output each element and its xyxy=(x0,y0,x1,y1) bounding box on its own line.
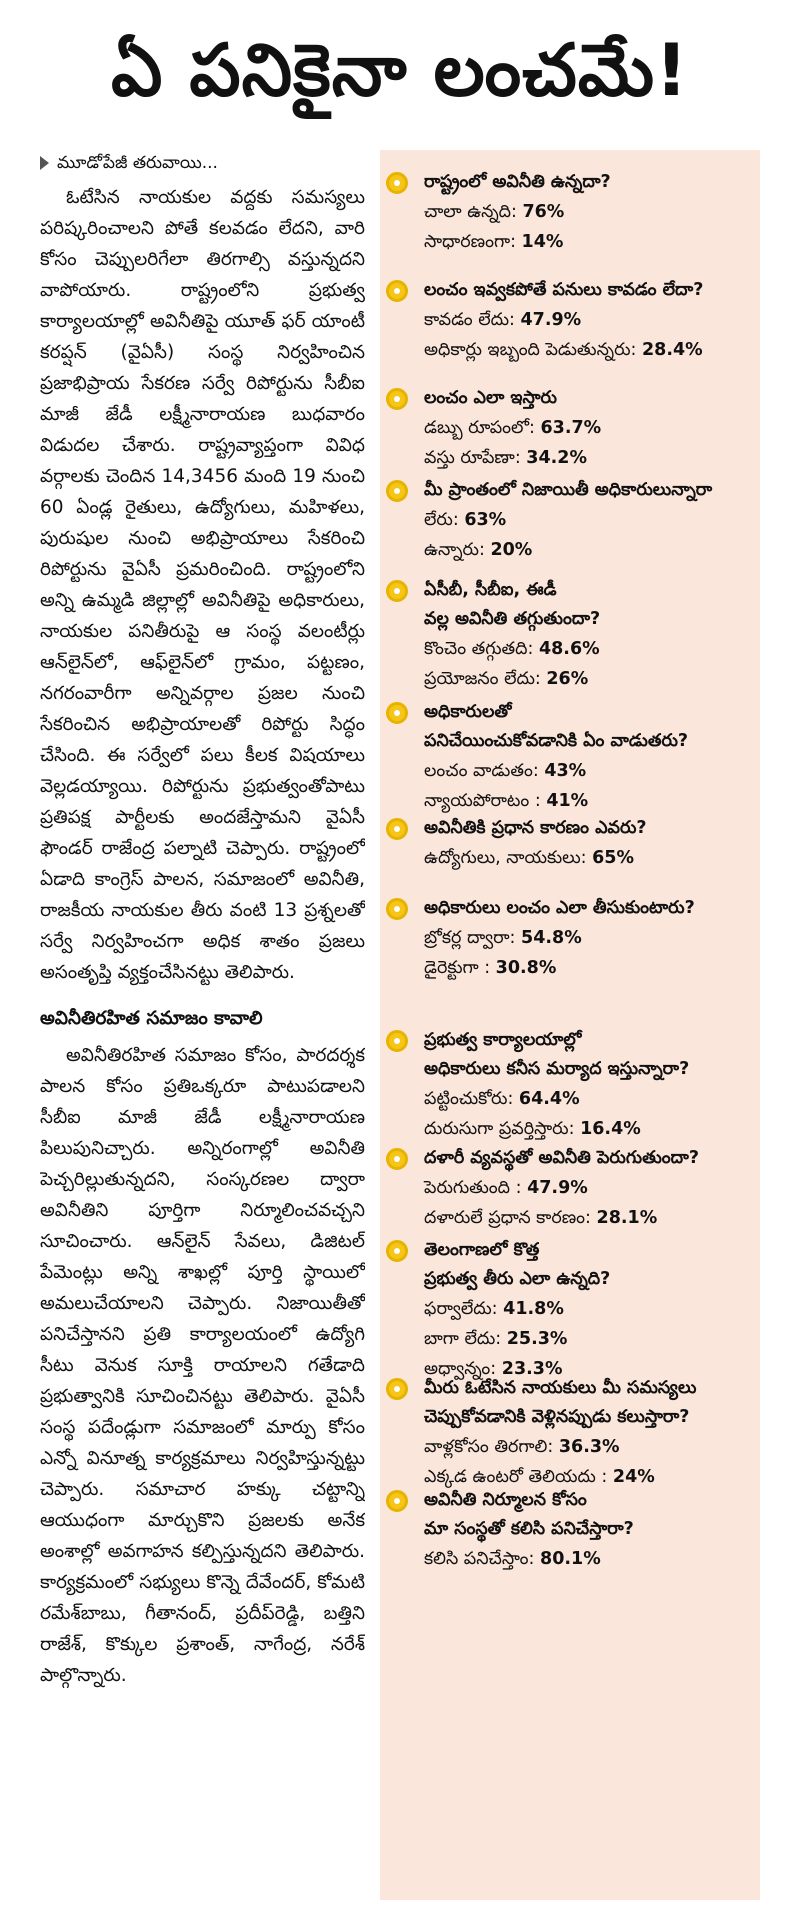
survey-answer xyxy=(424,923,746,953)
answer-percent: 47.9% xyxy=(527,1178,588,1198)
bullet-icon xyxy=(386,702,408,724)
survey-question: వల్ల అవినీతి తగ్గుతుందా? xyxy=(424,609,601,629)
answer-percent: 25.3% xyxy=(506,1329,568,1349)
answer-percent: 28.1% xyxy=(596,1208,658,1228)
survey-answer xyxy=(424,1114,746,1144)
answer-percent: 16.4% xyxy=(580,1119,641,1139)
answer-label: ఎక్కడ ఉంటరో తెలియదు : xyxy=(424,1467,613,1487)
bullet-icon xyxy=(386,388,408,410)
survey-answer xyxy=(424,305,746,335)
survey-panel xyxy=(380,150,760,1900)
survey-question: అధికారులు కనీస మర్యాద ఇస్తున్నారా? xyxy=(424,1059,690,1079)
answer-label: ప్రయోజనం లేదు: xyxy=(424,669,547,689)
survey-answer xyxy=(424,535,746,565)
answer-percent: 47.9% xyxy=(520,310,582,330)
answer-label: కొంచెం తగ్గుతది: xyxy=(424,639,539,659)
answer-label: పెరుగుతుంది : xyxy=(424,1178,528,1198)
survey-question: లంచం ఇవ్వకపోతే పనులు కావడం లేదా? xyxy=(424,280,704,300)
answer-percent: 23.3% xyxy=(501,1359,563,1379)
survey-item xyxy=(386,476,760,565)
answer-percent: 30.8% xyxy=(495,958,557,978)
survey-answer xyxy=(424,413,746,443)
answer-label: సాధారణంగా: xyxy=(424,232,522,252)
continued-label: మూడోపేజీ తరువాయి... xyxy=(57,153,218,173)
article-subheading: అవినీతిరహిత సమాజం కావాలి xyxy=(40,1008,263,1029)
bullet-icon xyxy=(386,172,408,194)
bullet-icon xyxy=(386,1148,408,1170)
survey-question: తెలంగాణలో కొత్త xyxy=(424,1240,540,1260)
survey-item xyxy=(386,894,760,983)
survey-answer xyxy=(424,505,746,535)
answer-label: అధ్వాన్నం: xyxy=(424,1359,502,1379)
answer-label: వాళ్లకోసం తిరగాలి: xyxy=(424,1437,559,1457)
bullet-icon xyxy=(386,1378,408,1400)
survey-answer xyxy=(424,1173,746,1203)
answer-percent: 20% xyxy=(490,540,533,560)
bullet-icon xyxy=(386,580,408,602)
bullet-icon xyxy=(386,1030,408,1052)
answer-percent: 65% xyxy=(592,848,634,868)
answer-label: అధికార్లు ఇబ్బంది పెడుతున్నరు: xyxy=(424,340,642,360)
survey-answer xyxy=(424,843,746,873)
survey-item xyxy=(386,1486,760,1574)
survey-question: ప్రభుత్వ తీరు ఎలా ఉన్నది? xyxy=(424,1269,611,1289)
survey-item xyxy=(386,384,760,473)
bullet-icon xyxy=(386,1240,408,1262)
answer-percent: 43% xyxy=(544,761,587,781)
survey-answer xyxy=(424,1203,746,1233)
article-column xyxy=(40,150,365,1900)
survey-item xyxy=(386,1236,760,1384)
survey-item xyxy=(386,698,760,816)
answer-percent: 76% xyxy=(522,202,565,222)
answer-percent: 63% xyxy=(464,510,507,530)
answer-label: న్యాయపోరాటం : xyxy=(424,791,547,811)
survey-question: అవినీతికి ప్రధాన కారణం ఎవరు? xyxy=(424,818,647,838)
survey-answer xyxy=(424,335,746,365)
survey-question: లంచం ఎలా ఇస్తారు xyxy=(424,388,557,408)
chevron-right-icon xyxy=(40,156,49,170)
survey-item xyxy=(386,168,760,257)
answer-percent: 24% xyxy=(612,1467,655,1487)
continued-from-page xyxy=(40,150,365,176)
survey-answer xyxy=(424,197,746,227)
answer-label: లేరు: xyxy=(424,510,465,530)
bullet-icon xyxy=(386,480,408,502)
survey-item xyxy=(386,1144,760,1233)
survey-answer xyxy=(424,227,746,257)
article-paragraph: అవినీతిరహిత సమాజం కోసం, పారదర్శక పాలన కోసం ప్రతిఒక్కరూ పాటుపడాలని సీబీఐ మాజీ జేడీ లక్ష్మీనారాయణ పిలుపునిచ్చారు. అన్నిరంగాల్లో అవినీతి పెచ్చరిల్లుతున్నదని, సంస్కరణల ద్వారా అవినీతిని పూర్తిగా నిర్మూలించవచ్చని సూచించారు. ఆన్‌లైన్ సేవలు, డిజిటల్ పేమెంట్లు అన్ని శాఖల్లో పూర్తి స్థాయిలో అమలుచేయాలని చెప్పారు. నిజాయితీతో పనిచేస్తానని ప్రతి కార్యాలయంలో ఉద్యోగి సీటు వెనుక సూక్తి రాయాలని గతేడాది ప్రభుత్వానికి సూచించినట్టు తెలిపారు. వైఏసీ సంస్థ పదేండ్లుగా సమాజంలో మార్పు కోసం ఎన్నో వినూత్న కార్యక్రమాలు నిర్వహిస్తున్నట్టు చెప్పారు. సమాచార హక్కు చట్టాన్ని ఆయుధంగా మార్చుకొని ప్రజలకు అనేక అంశాల్లో అవగాహన కల్పిస్తున్నదని తెలిపారు. కార్యక్రమంలో సభ్యులు కొన్నె దేవేందర్, కోమటి రమేశ్‌బాబు, గీతానంద్, ప్రదీప్‌రెడ్డి, బత్తిని రాజేశ్, కొక్కుల ప్రశాంత్, నాగేంద్ర, నరేశ్ పాల్గొన్నారు. xyxy=(40,1045,365,1686)
survey-answer xyxy=(424,443,746,473)
answer-label: చాలా ఉన్నది: xyxy=(424,202,523,222)
answer-label: దళారులే ప్రధాన కారణం: xyxy=(424,1208,597,1228)
answer-label: వస్తు రూపేణా: xyxy=(424,448,527,468)
answer-label: ఉన్నారు: xyxy=(424,540,491,560)
answer-label: బాగా లేదు: xyxy=(424,1329,507,1349)
survey-answer xyxy=(424,664,746,694)
survey-question: మీ ప్రాంతంలో నిజాయితీ అధికారులున్నారా xyxy=(424,480,713,500)
answer-percent: 26% xyxy=(546,669,589,689)
answer-label: డబ్బు రూపంలో: xyxy=(424,418,541,438)
answer-label: డైరెక్టుగా : xyxy=(424,958,496,978)
answer-percent: 36.3% xyxy=(558,1437,620,1457)
survey-question: ఏసీబీ, సీబీఐ, ఈడీ xyxy=(424,580,557,600)
answer-label: దురుసుగా ప్రవర్తిస్తారు: xyxy=(424,1119,581,1139)
answer-label: కావడం లేదు: xyxy=(424,310,521,330)
answer-label: ఉద్యోగులు, నాయకులు: xyxy=(424,848,593,868)
survey-question: రాష్ట్రంలో అవినీతి ఉన్నదా? xyxy=(424,172,611,192)
survey-question: అవినీతి నిర్మూలన కోసం xyxy=(424,1490,587,1510)
bullet-icon xyxy=(386,1490,408,1512)
survey-answer xyxy=(424,1084,746,1114)
answer-percent: 41% xyxy=(546,791,589,811)
survey-answer xyxy=(424,1294,746,1324)
answer-percent: 48.6% xyxy=(538,639,600,659)
answer-label: బ్రోకర్ల ద్వారా: xyxy=(424,928,522,948)
answer-label: కలిసి పనిచేస్తాం: xyxy=(424,1549,541,1569)
survey-question: మీరు ఓటేసిన నాయకులు మీ సమస్యలు xyxy=(424,1378,697,1398)
survey-item xyxy=(386,276,760,365)
survey-question: అధికారులు లంచం ఎలా తీసుకుంటారు? xyxy=(424,898,695,918)
survey-question: ప్రభుత్వ కార్యాలయాల్లో xyxy=(424,1030,582,1050)
answer-percent: 14% xyxy=(521,232,564,252)
answer-percent: 54.8% xyxy=(521,928,582,948)
survey-question: మా సంస్థతో కలిసి పనిచేస్తారా? xyxy=(424,1519,634,1539)
answer-percent: 64.4% xyxy=(518,1089,580,1109)
survey-question: చెప్పుకోవడానికి వెళ్లినప్పుడు కలుస్తారా? xyxy=(424,1407,690,1427)
survey-answer xyxy=(424,1544,746,1574)
survey-question: పనిచేయించుకోవడానికి ఏం వాడుతరు? xyxy=(424,731,689,751)
answer-percent: 34.2% xyxy=(526,448,587,468)
answer-percent: 41.8% xyxy=(503,1299,564,1319)
survey-item xyxy=(386,1374,760,1492)
survey-answer xyxy=(424,953,746,983)
survey-question: దళారీ వ్యవస్థతో అవినీతి పెరుగుతుందా? xyxy=(424,1148,699,1168)
answer-percent: 80.1% xyxy=(540,1549,601,1569)
survey-answer xyxy=(424,756,746,786)
answer-percent: 63.7% xyxy=(540,418,602,438)
bullet-icon xyxy=(386,818,408,840)
bullet-icon xyxy=(386,280,408,302)
survey-item xyxy=(386,1026,760,1144)
headline: ఏ పనికైనా లంచమే! xyxy=(111,28,689,112)
survey-answer xyxy=(424,786,746,816)
bullet-icon xyxy=(386,898,408,920)
survey-item xyxy=(386,576,760,694)
article-paragraph: ఓటేసిన నాయకుల వద్దకు సమస్యలు పరిష్కరించాలని పోతే కలవడం లేదని, వారి కోసం చెప్పులరిగేలా తిరగాల్సి వస్తున్నదని వాపోయారు. రాష్ట్రంలోని ప్రభుత్వ కార్యాలయాల్లో అవినీతిపై యూత్ ఫర్ యాంటీ కరప్షన్ (వైఏసీ) సంస్థ నిర్వహించిన ప్రజాభిప్రాయ సేకరణ సర్వే రిపోర్టును సీబీఐ మాజీ జేడీ లక్ష్మీనారాయణ బుధవారం విడుదల చేశారు. రాష్ట్రవ్యాప్తంగా వివిధ వర్గాలకు చెందిన 14,3456 మంది 19 నుంచి 60 ఏండ్ల రైతులు, ఉద్యోగులు, మహిళలు, పురుషుల నుంచి అభిప్రాయాలు సేకరించి రిపోర్టును వైఏసీ ప్రమరించింది. రాష్ట్రంలోని అన్ని ఉమ్మడి జిల్లాల్లో అవినీతిపై అధికారులు, నాయకుల పనితీరుపై ఆ సంస్థ వలంటీర్లు ఆన్‌లైన్‌లో, ఆఫ్‌లైన్‌లో గ్రామం, పట్టణం, నగరంవారీగా అన్నివర్గాల ప్రజల నుంచి సేకరించిన అభిప్రాయాలతో రిపోర్టు సిద్ధం చేసింది. ఈ సర్వేలో పలు కీలక విషయాలు వెల్లడయ్యాయి. రిపోర్టును ప్రభుత్వంతోపాటు ప్రతిపక్ష పార్టీలకు అందజేస్తామని వైఏసీ ఫౌండర్ రాజేంద్ర పల్నాటి చెప్పారు. రాష్ట్రంలో ఏడాది కాంగ్రెస్ పాలన, సమాజంలో అవినీతి, రాజకీయ నాయకుల తీరు వంటి 13 ప్రశ్నలతో సర్వే నిర్వహించగా అధిక శాతం ప్రజలు అసంతృప్తి వ్యక్తంచేసినట్టు తెలిపారు. xyxy=(40,187,365,983)
answer-label: ఫర్వాలేదు: xyxy=(424,1299,504,1319)
survey-item xyxy=(386,814,760,873)
survey-answer xyxy=(424,1432,746,1462)
answer-label: పట్టించుకోరు: xyxy=(424,1089,519,1109)
answer-percent: 28.4% xyxy=(641,340,703,360)
answer-label: లంచం వాడుతం: xyxy=(424,761,545,781)
survey-question: అధికారులతో xyxy=(424,702,512,722)
survey-answer xyxy=(424,1324,746,1354)
survey-answer xyxy=(424,634,746,664)
